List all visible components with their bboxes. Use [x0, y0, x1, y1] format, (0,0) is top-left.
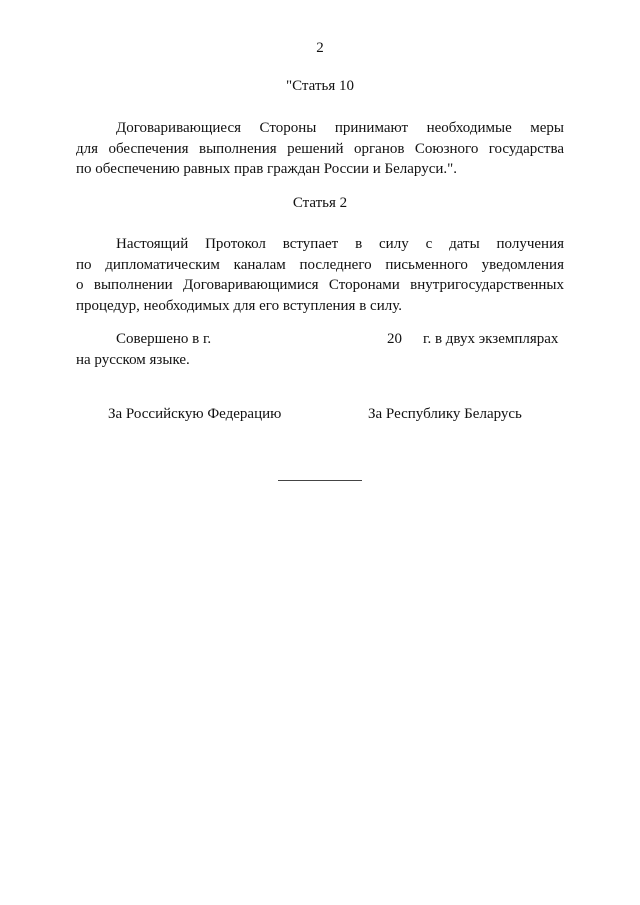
text-line: процедур, необходимых для его вступления в силу.	[76, 297, 402, 314]
article-2-text	[76, 234, 564, 316]
completion-language: на русском языке.	[76, 352, 190, 368]
article-2-heading: Статья 2	[292, 195, 348, 211]
closing-rule	[278, 480, 362, 481]
text-line: по дипломатическим каналам последнего письменного уведомления	[76, 256, 564, 273]
article-10-heading: "Статья 10	[286, 78, 354, 94]
signature-belarus: За Республику Беларусь	[368, 406, 522, 422]
text-line: Договаривающиеся Стороны принимают необходимые меры	[116, 120, 564, 136]
text-line: по обеспечению равных прав граждан России и Беларуси.".	[76, 161, 458, 177]
completion-place: Совершено в г.	[116, 331, 212, 347]
completion-copies: г. в двух экземплярах	[423, 331, 559, 347]
text-line: Настоящий Протокол вступает в силу с даты получения	[116, 236, 564, 252]
completion-year: 20	[387, 331, 402, 347]
page-number: 2	[316, 40, 324, 56]
text-line: для обеспечения выполнения решений органов Союзного государства	[76, 140, 564, 157]
article-10-text	[76, 118, 564, 180]
signature-russia: За Российскую Федерацию	[108, 406, 282, 422]
text-line: о выполнении Договаривающимися Сторонами внутригосударственных	[76, 277, 564, 293]
